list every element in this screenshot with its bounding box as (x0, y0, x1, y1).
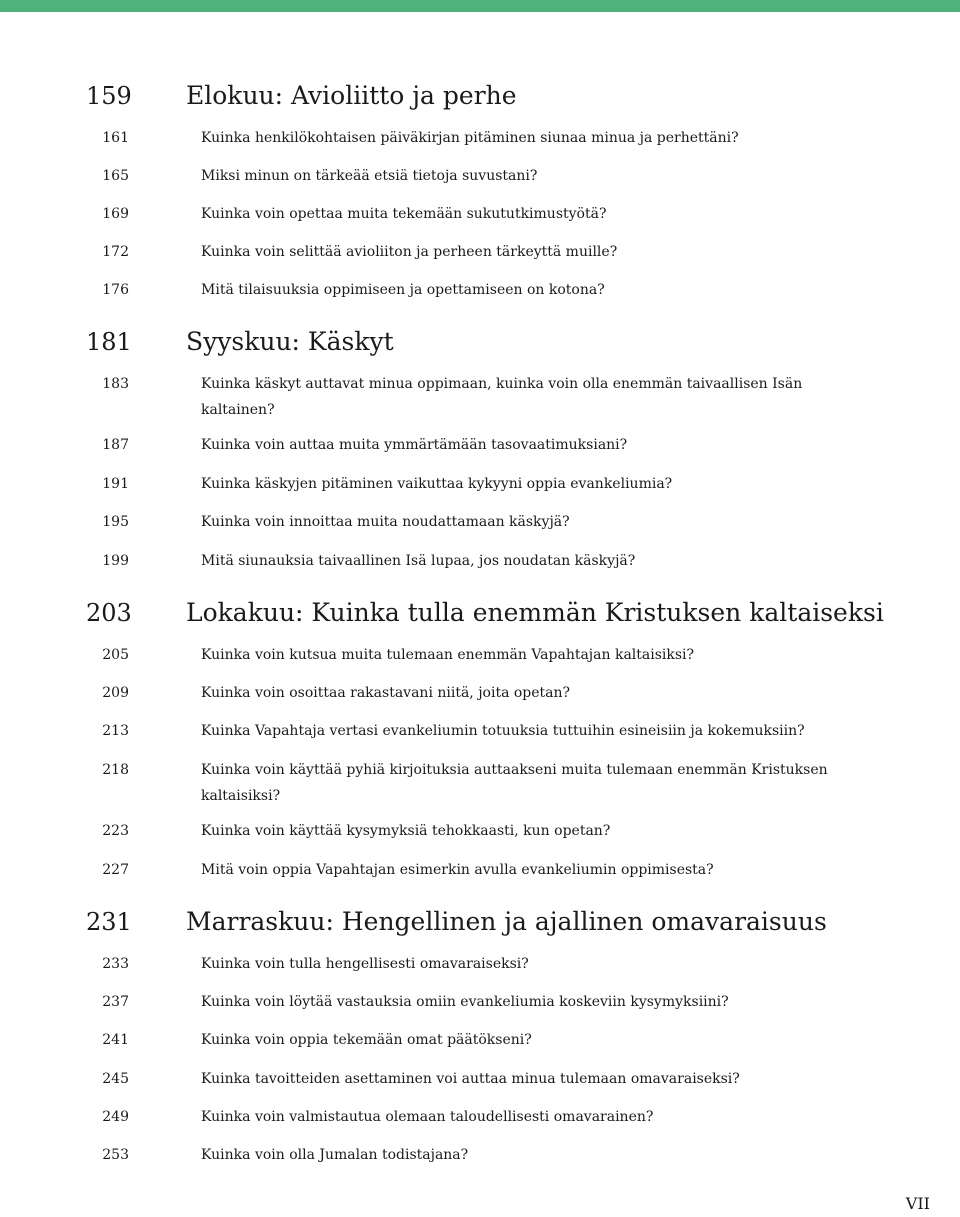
entry-page-number: 199 (102, 553, 129, 569)
entry-title: Kuinka tavoitteiden asettaminen voi auttaa minua tulemaan omavaraiseksi? (201, 1071, 740, 1087)
entry-title: Kuinka voin käyttää pyhiä kirjoituksia auttaakseni muita tulemaan enemmän Kristuksen kaltaisiksi? (201, 762, 828, 804)
entry-title: Kuinka voin osoittaa rakastavani niitä, joita opetan? (201, 685, 571, 701)
entry-page-number: 161 (102, 130, 129, 146)
entry-page-number: 176 (102, 282, 129, 298)
entry-title: Kuinka käskyt auttavat minua oppimaan, kuinka voin olla enemmän taivaallisen Isän kaltainen? (201, 376, 803, 418)
entry-title: Kuinka voin kutsua muita tulemaan enemmän Vapahtajan kaltaisiksi? (201, 647, 695, 663)
entry-title: Miksi minun on tärkeää etsiä tietoja suvustani? (201, 168, 538, 184)
top-color-bar (0, 0, 960, 12)
section-page-number: 231 (86, 908, 132, 936)
section-header[interactable] (0, 902, 960, 942)
entry-page-number: 169 (102, 206, 129, 222)
entry-page-number: 233 (102, 956, 129, 972)
entry-page-number: 191 (102, 476, 129, 492)
entry-page-number: 195 (102, 514, 129, 530)
entry-page-number: 209 (102, 685, 129, 701)
section-header[interactable] (0, 593, 960, 633)
entry-title: Mitä siunauksia taivaallinen Isä lupaa, jos noudatan käskyjä? (201, 553, 636, 569)
page-number: VII (905, 1194, 930, 1213)
section-title: Marraskuu: Hengellinen ja ajallinen omavaraisuus (186, 907, 827, 936)
entry-title: Kuinka voin selittää avioliiton ja perheen tärkeyttä muille? (201, 244, 618, 260)
section-header[interactable] (0, 322, 960, 362)
entry-page-number: 187 (102, 437, 129, 453)
section-header[interactable] (0, 76, 960, 116)
entry-title: Kuinka voin innoittaa muita noudattamaan käskyjä? (201, 514, 570, 530)
entry-title: Kuinka henkilökohtaisen päiväkirjan pitäminen siunaa minua ja perhettäni? (201, 130, 739, 146)
entry-page-number: 241 (102, 1032, 129, 1048)
entry-title: Kuinka voin oppia tekemään omat päätökseni? (201, 1032, 532, 1048)
entry-page-number: 183 (102, 376, 129, 392)
entry-page-number: 227 (102, 862, 129, 878)
entry-page-number: 205 (102, 647, 129, 663)
section-page-number: 159 (86, 82, 132, 110)
entry-title: Kuinka voin löytää vastauksia omiin evankeliumia koskeviin kysymyksiini? (201, 994, 729, 1010)
entry-title: Kuinka voin valmistautua olemaan taloudellisesti omavarainen? (201, 1109, 654, 1125)
entry-page-number: 218 (102, 762, 129, 778)
section-title: Lokakuu: Kuinka tulla enemmän Kristuksen kaltaiseksi (186, 598, 884, 627)
entry-page-number: 223 (102, 823, 129, 839)
entry-page-number: 237 (102, 994, 129, 1010)
entry-title: Kuinka voin auttaa muita ymmärtämään tasovaatimuksiani? (201, 437, 628, 453)
entry-title: Kuinka käskyjen pitäminen vaikuttaa kykyyni oppia evankeliumia? (201, 476, 673, 492)
section-page-number: 203 (86, 599, 132, 627)
section-page-number: 181 (86, 328, 132, 356)
entry-page-number: 253 (102, 1147, 129, 1163)
entry-title: Mitä voin oppia Vapahtajan esimerkin avulla evankeliumin oppimisesta? (201, 862, 714, 878)
entry-page-number: 172 (102, 244, 129, 260)
entry-page-number: 245 (102, 1071, 129, 1087)
entry-title: Kuinka voin opettaa muita tekemään sukututkimustyötä? (201, 206, 607, 222)
entry-title: Kuinka voin käyttää kysymyksiä tehokkaasti, kun opetan? (201, 823, 611, 839)
entry-title: Kuinka voin tulla hengellisesti omavaraiseksi? (201, 956, 529, 972)
entry-title: Kuinka voin olla Jumalan todistajana? (201, 1147, 469, 1163)
entry-title: Mitä tilaisuuksia oppimiseen ja opettamiseen on kotona? (201, 282, 605, 298)
entry-page-number: 249 (102, 1109, 129, 1125)
entry-page-number: 213 (102, 723, 129, 739)
entry-title: Kuinka Vapahtaja vertasi evankeliumin totuuksia tuttuihin esineisiin ja kokemuksiin? (201, 723, 805, 739)
entry-page-number: 165 (102, 168, 129, 184)
section-title: Syyskuu: Käskyt (186, 327, 394, 356)
section-title: Elokuu: Avioliitto ja perhe (186, 81, 517, 110)
